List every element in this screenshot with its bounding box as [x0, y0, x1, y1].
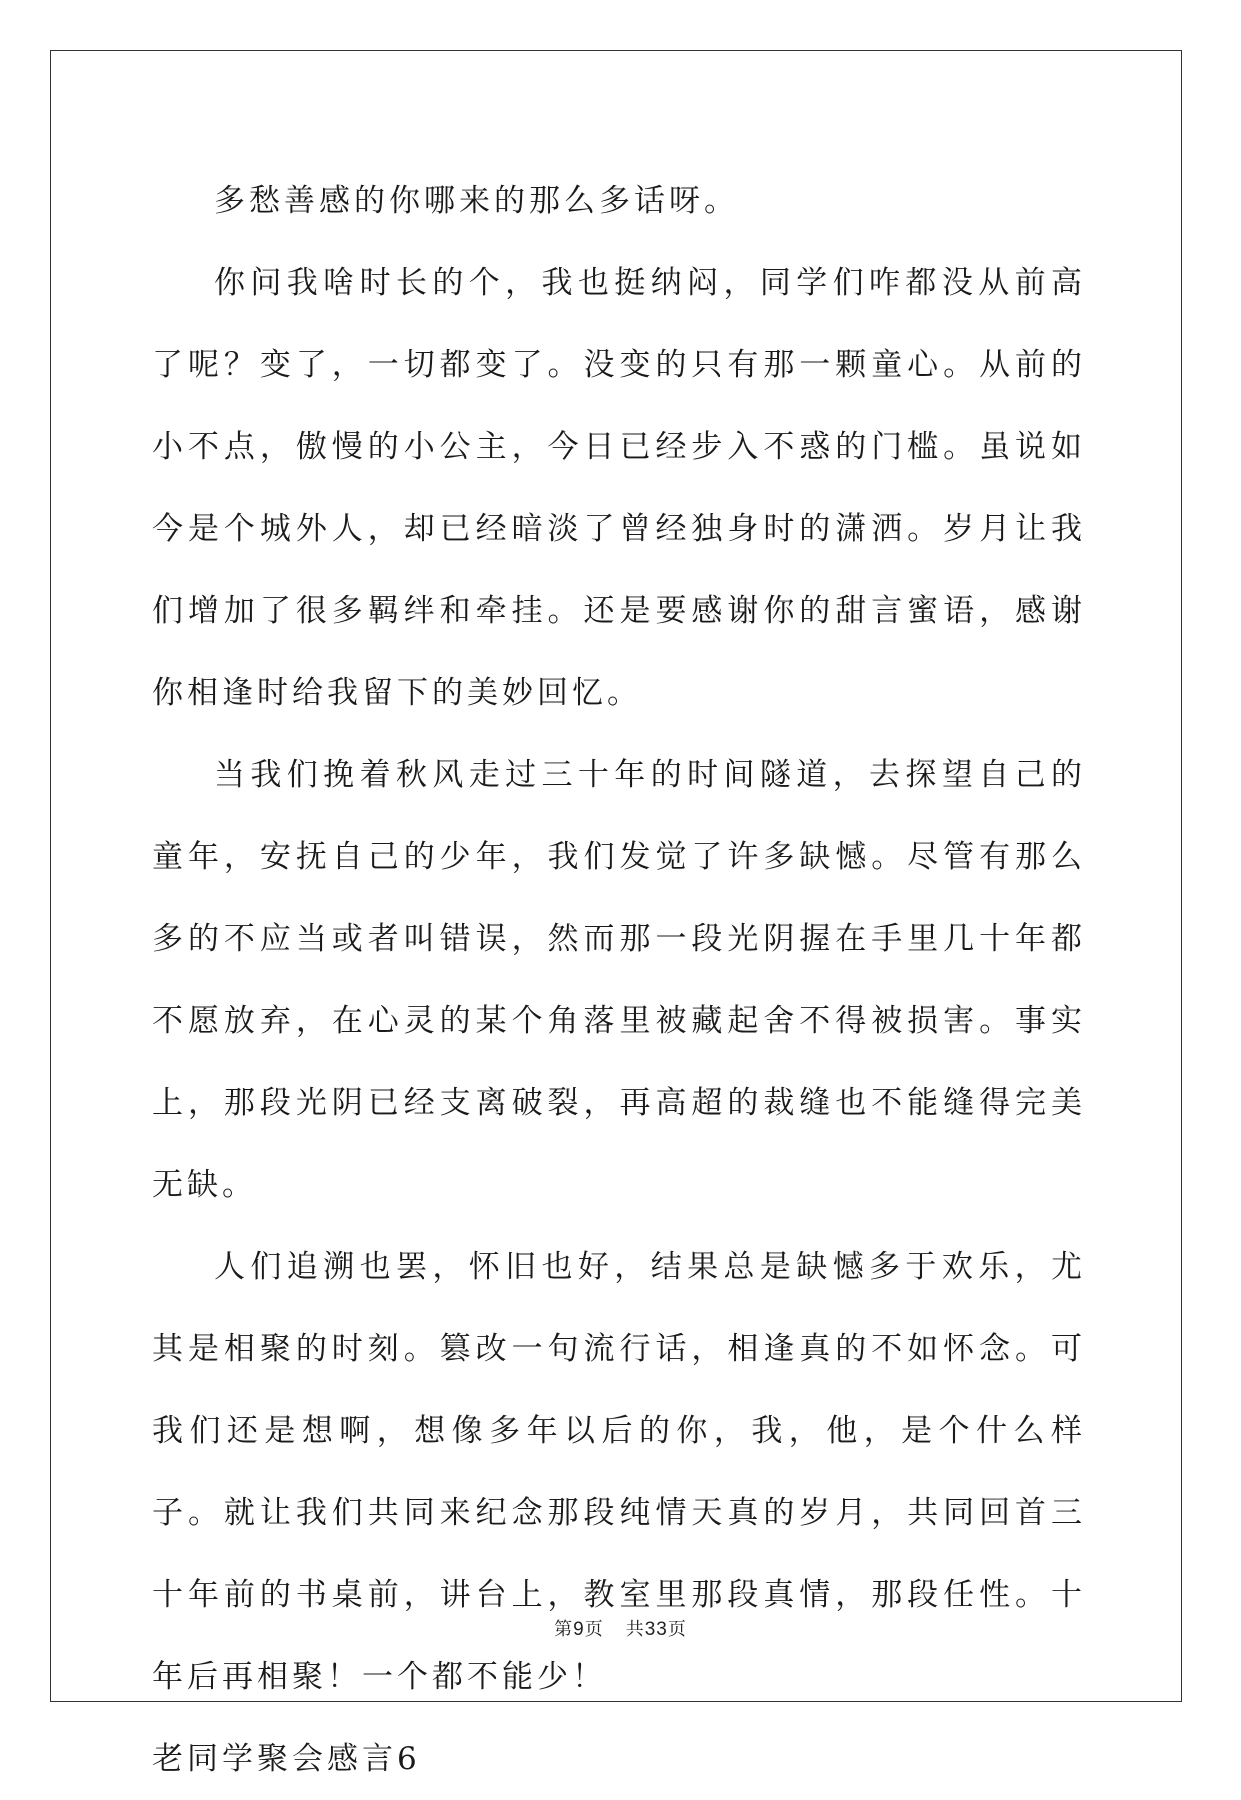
total-pages: 33	[644, 1619, 668, 1640]
page-suffix: 页	[584, 1619, 604, 1639]
paragraph-2: 你问我啥时长的个，我也挺纳闷，同学们咋都没从前高了呢？变了，一切都变了。没变的只有那一颗童心。从前的小不点，傲慢的小公主，今日已经步入不惑的门槛。虽说如今是个城外人，却已经暗淡了曾经独身时的潇洒。岁月让我们增加了很多羁绊和牵挂。还是要感谢你的甜言蜜语，感谢你相逢时给我留下的美妙回忆。	[152, 265, 1086, 711]
page-prefix: 第	[554, 1619, 574, 1639]
section-heading: 老同学聚会感言6	[152, 1741, 421, 1777]
document-body	[152, 160, 1086, 1800]
total-prefix: 共	[625, 1619, 645, 1639]
paragraph-3: 当我们挽着秋风走过三十年的时间隧道，去探望自己的童年，安抚自己的少年，我们发觉了许多缺憾。尽管有那么多的不应当或者叫错误，然而那一段光阴握在手里几十年都不愿放弃，在心灵的某个角落里被藏起舍不得被损害。事实上，那段光阴已经支离破裂，再高超的裁缝也不能缝得完美无缺。	[152, 757, 1086, 1203]
page-footer	[0, 1615, 1241, 1641]
page-number: 9	[573, 1619, 585, 1640]
paragraph-1: 多愁善感的你哪来的那么多话呀。	[214, 183, 739, 219]
paragraph-4: 人们追溯也罢，怀旧也好，结果总是缺憾多于欢乐，尤其是相聚的时刻。篡改一句流行话，相逢真的不如怀念。可我们还是想啊，想像多年以后的你，我，他，是个什么样子。就让我们共同来纪念那段纯情天真的岁月，共同回首三十年前的书桌前，讲台上，教室里那段真情，那段任性。十年后再相聚！一个都不能少！	[152, 1249, 1086, 1695]
total-suffix: 页	[667, 1619, 687, 1639]
